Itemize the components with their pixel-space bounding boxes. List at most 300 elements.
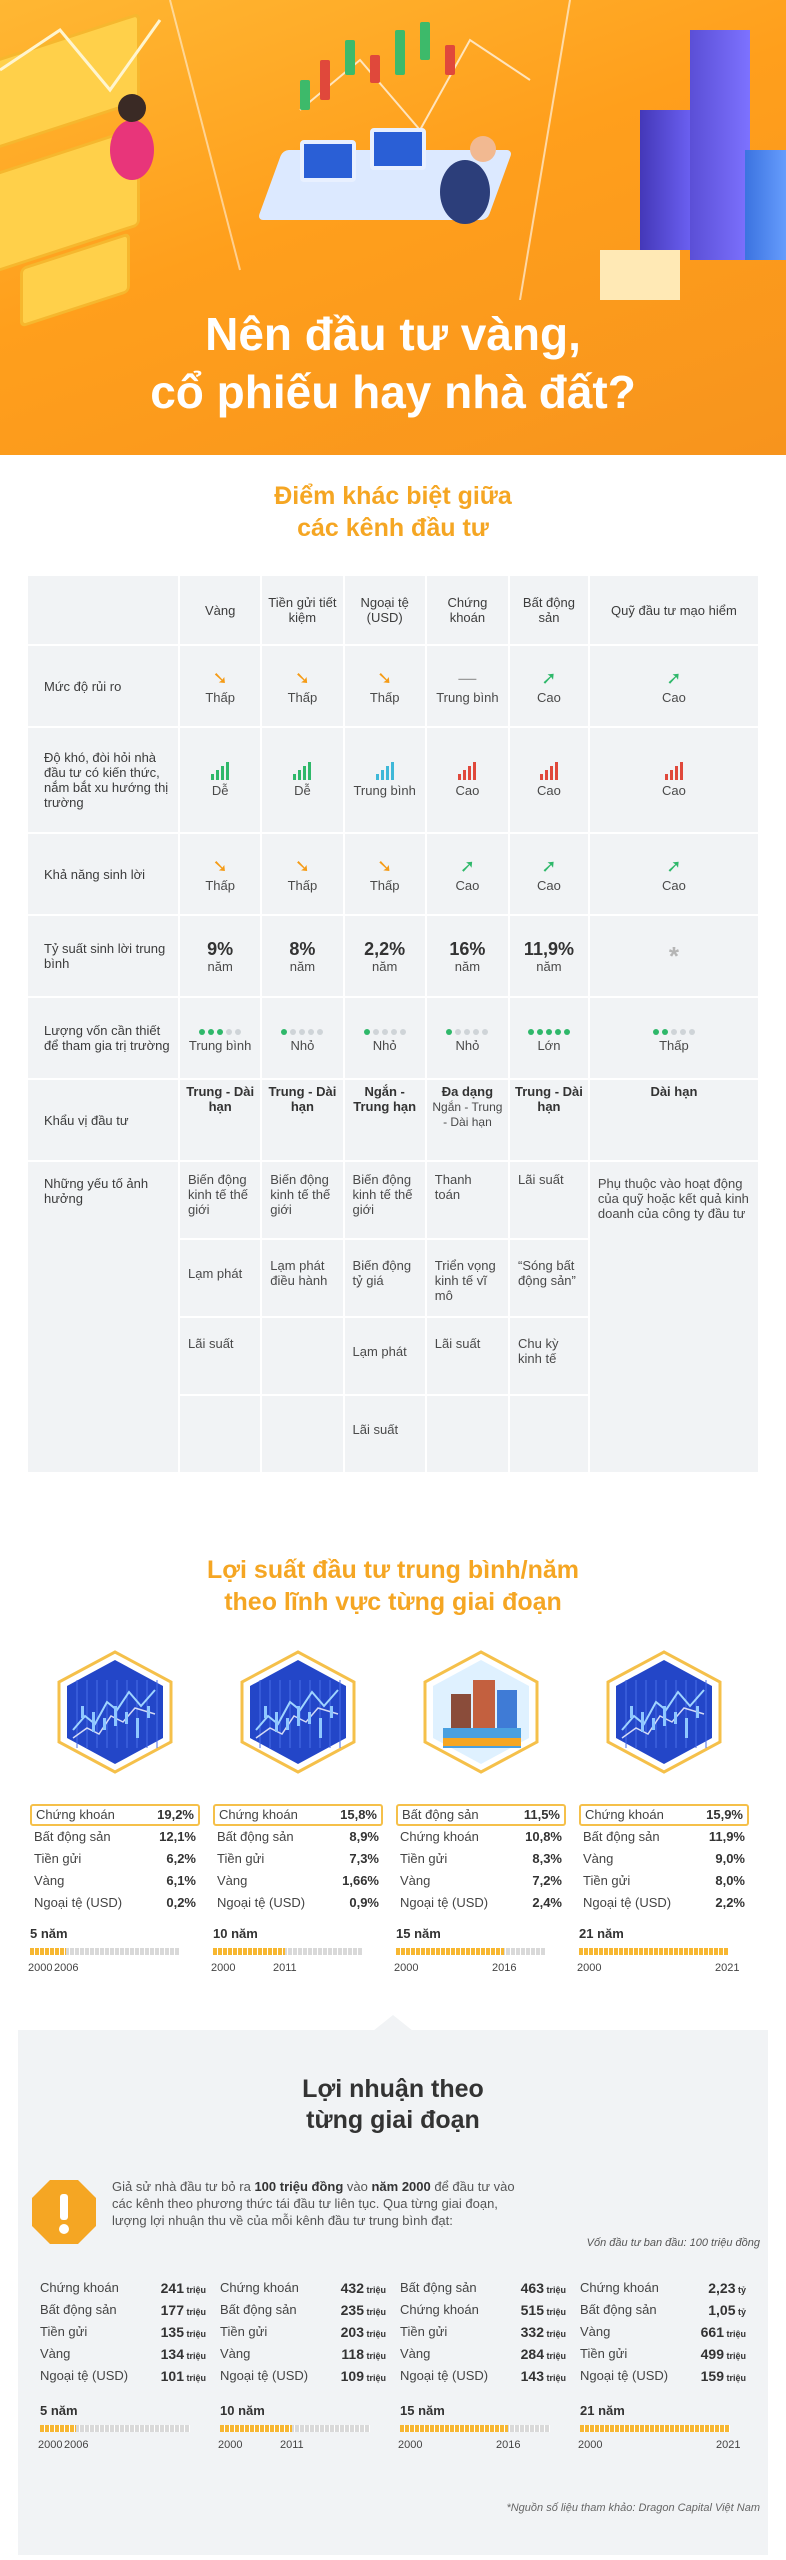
table-cell [180, 834, 260, 914]
profit-value [161, 2321, 206, 2343]
profit-label: Vàng [40, 2346, 71, 2361]
factor-empty [427, 1396, 508, 1472]
return-label: Ngoại tệ (USD) [217, 1895, 306, 1910]
return-list [396, 1804, 566, 1978]
capital-dot [400, 1029, 406, 1035]
capital-dot [662, 1029, 668, 1035]
table-cell [427, 646, 508, 726]
return-row [213, 1848, 383, 1870]
return-label: Bất động sản [34, 1829, 111, 1844]
cell-value: Dài hạn [650, 1084, 698, 1099]
factor-empty [180, 1396, 260, 1472]
profit-value [161, 2299, 206, 2321]
factor-item: Lãi suất [180, 1318, 260, 1394]
table-cell [180, 1162, 260, 1472]
profit-value [701, 2365, 746, 2387]
capital-dot [671, 1029, 677, 1035]
return-row [396, 1826, 566, 1848]
profit-unit: triệu [723, 2329, 746, 2339]
returns-title-line: Lợi suất đầu tư trung bình/năm [207, 1556, 579, 1584]
cell-value: 9% [207, 938, 234, 959]
stock-chart-hexagon-icon [604, 1650, 724, 1774]
cell-value: Thấp [287, 877, 318, 893]
cell-unit: năm [207, 958, 233, 974]
profit-unit: triệu [363, 2351, 386, 2361]
timeline-start-year: 2000 [398, 2439, 423, 2451]
cell-value: Thấp [287, 689, 318, 705]
cell-value: Dễ [294, 783, 311, 798]
table-cell [345, 834, 425, 914]
capital-dot [455, 1029, 461, 1035]
factor-empty [262, 1396, 342, 1472]
return-value: 8,9% [349, 1829, 379, 1844]
profit-label: Bất động sản [40, 2302, 117, 2317]
row-label: Lượng vốn cần thiết để tham gia trị trường [28, 998, 178, 1078]
cell-value: Lớn [537, 1038, 561, 1053]
factor-item: Phụ thuộc vào hoạt động của quỹ hoặc kết quả kinh doanh của công ty đầu tư [597, 1176, 749, 1221]
differences-title [0, 480, 786, 544]
table-row-profitability [28, 834, 758, 914]
profit-amount: 499 [700, 2346, 724, 2362]
timeline-start-year: 2000 [211, 1962, 236, 1974]
capital-dot [290, 1029, 296, 1035]
profit-row [400, 2365, 572, 2387]
profit-amount: 284 [520, 2346, 544, 2362]
timeline-start-year: 2000 [38, 2439, 63, 2451]
candlestick-illustration [345, 40, 355, 75]
table-cell [510, 1162, 588, 1472]
return-list [579, 1804, 749, 1978]
profit-unit: triệu [363, 2373, 386, 2383]
capital-dot [299, 1029, 305, 1035]
level-bars-icon [540, 762, 558, 780]
table-cell [180, 728, 260, 832]
capital-dot [564, 1029, 570, 1035]
profit-row [40, 2321, 212, 2343]
return-label: Tiền gửi [400, 1851, 448, 1866]
return-value: 6,2% [166, 1851, 196, 1866]
table-cell [345, 1080, 425, 1160]
return-value: 11,9% [708, 1829, 745, 1844]
profit-unit: triệu [543, 2329, 566, 2339]
table-cell [590, 834, 758, 914]
capital-dot [555, 1029, 561, 1035]
return-row [30, 1804, 200, 1826]
level-bars-icon [211, 762, 229, 780]
candlestick-illustration [395, 30, 405, 75]
profit-amount: 432 [340, 2280, 364, 2296]
table-header-row [28, 576, 758, 644]
profit-amount: 203 [340, 2324, 364, 2340]
table-row-difficulty [28, 728, 758, 832]
level-bars-icon [458, 762, 476, 780]
period-timeline [40, 2403, 212, 2455]
timeline-fill [213, 1948, 285, 1955]
period-span: 21 năm [580, 2403, 625, 2418]
cell-unit: năm [536, 958, 562, 974]
table-row-avg-return [28, 916, 758, 996]
profit-value [161, 2343, 206, 2365]
return-list [213, 1804, 383, 1978]
candlestick-illustration [300, 80, 310, 110]
table-row-capital [28, 998, 758, 1078]
profit-period-column [400, 2277, 572, 2455]
profit-value [521, 2321, 566, 2343]
table-cell [262, 1080, 342, 1160]
table-row-horizon [28, 1080, 758, 1160]
profit-period-column [220, 2277, 392, 2455]
return-value: 12,1% [159, 1829, 196, 1844]
arrow-down-icon: ➘ [294, 855, 310, 876]
return-label: Ngoại tệ (USD) [34, 1895, 123, 1910]
return-list [30, 1804, 200, 1978]
profit-row [580, 2299, 752, 2321]
cell-value: Cao [662, 877, 686, 893]
profit-unit: triệu [363, 2329, 386, 2339]
cell-value: 2,2% [364, 938, 406, 959]
table-cell [262, 646, 342, 726]
profit-row [400, 2277, 572, 2299]
cell-unit: năm [372, 958, 398, 974]
return-label: Vàng [583, 1851, 614, 1866]
capital-dot [226, 1029, 232, 1035]
timeline-end-year: 2021 [715, 1962, 740, 1974]
source-note: *Nguồn số liệu tham khảo: Dragon Capital Việt Nam [506, 2502, 760, 2514]
capital-dot [473, 1029, 479, 1035]
intro-amount: 100 triệu đồng [254, 2179, 344, 2194]
timeline-end-year: 2011 [273, 1962, 297, 1974]
period-timeline [579, 1926, 749, 1978]
period-timeline [580, 2403, 752, 2455]
cell-note: Ngắn - Trung - Dài hạn [432, 1100, 503, 1129]
period-span: 21 năm [579, 1926, 624, 1941]
return-label: Vàng [217, 1873, 248, 1888]
return-value: 15,8% [340, 1807, 377, 1822]
profit-amount: 463 [520, 2280, 544, 2296]
profit-amount: 235 [340, 2302, 364, 2318]
timeline-start-year: 2000 [218, 2439, 243, 2451]
cell-value: Thấp [205, 689, 235, 705]
cell-value: Cao [455, 783, 480, 798]
row-label: Độ khó, đòi hỏi nhà đầu tư có kiến thức, nắm bắt xu hướng thị trường [28, 728, 178, 832]
monitor-illustration [370, 128, 426, 170]
profit-label: Ngoại tệ (USD) [580, 2368, 669, 2383]
woman-illustration [110, 120, 154, 180]
period-timeline [400, 2403, 572, 2455]
capital-note: Vốn đầu tư ban đầu: 100 triệu đồng [586, 2237, 760, 2249]
profit-value [521, 2343, 566, 2365]
cell-unit: năm [289, 958, 316, 974]
table-cell [427, 1080, 508, 1160]
profit-unit: triệu [183, 2329, 206, 2339]
table-cell [427, 998, 508, 1078]
capital-dots [653, 1029, 695, 1035]
factor-item: Lãi suất [427, 1318, 508, 1394]
profit-label: Vàng [400, 2346, 431, 2361]
return-value: 19,2% [157, 1807, 194, 1822]
capital-dot [446, 1029, 452, 1035]
table-cell [510, 916, 588, 996]
column-header: Tiền gửi tiết kiệm [262, 576, 342, 644]
profit-title-line: từng giai đoạn [306, 2106, 480, 2134]
arrow-up-icon: ➚ [666, 667, 682, 688]
period-span: 5 năm [40, 2403, 78, 2418]
table-cell [345, 1162, 425, 1472]
return-label: Bất động sản [217, 1829, 294, 1844]
return-value: 2,4% [532, 1895, 562, 1910]
table-cell [262, 728, 342, 832]
capital-dot [537, 1029, 543, 1035]
timeline-end-year: 2016 [492, 1962, 517, 1974]
table-cell [510, 646, 588, 726]
intro-text: Giả sử nhà đầu tư bỏ ra [112, 2179, 255, 2194]
return-value: 6,1% [166, 1873, 196, 1888]
capital-dot [391, 1029, 397, 1035]
profit-unit: triệu [723, 2373, 746, 2383]
profit-value [701, 2321, 746, 2343]
table-cell [510, 998, 588, 1078]
stock-chart-hexagon-icon [238, 1650, 358, 1774]
arrow-down-icon: ➘ [377, 855, 393, 876]
period-timeline [30, 1926, 200, 1978]
return-row [579, 1870, 749, 1892]
capital-dots [446, 1029, 488, 1035]
section-notch [373, 2015, 413, 2031]
cell-value: Cao [662, 689, 686, 705]
cell-value: Nhỏ [455, 1038, 480, 1053]
profit-amount: 109 [340, 2368, 364, 2384]
period-span: 10 năm [213, 1926, 258, 1941]
period-timeline [396, 1926, 566, 1978]
profit-label: Tiền gửi [40, 2324, 88, 2339]
timeline-fill [396, 1948, 504, 1955]
table-cell [345, 646, 425, 726]
monitor-illustration [300, 140, 356, 182]
table-row-factors [28, 1162, 758, 1472]
profit-value [341, 2321, 386, 2343]
timeline-start-year: 2000 [28, 1962, 53, 1974]
return-label: Chứng khoán [219, 1807, 298, 1822]
profit-value [161, 2277, 206, 2299]
table-cell [262, 998, 342, 1078]
factor-item: Biến động kinh tế thế giới [345, 1162, 425, 1238]
hero-title [0, 305, 786, 421]
profit-unit: tỷ [735, 2285, 746, 2295]
stock-chart-hexagon-icon [55, 1650, 175, 1774]
timeline-end-year: 2006 [54, 1962, 79, 1974]
return-value: 0,2% [166, 1895, 196, 1910]
period-span: 5 năm [30, 1926, 68, 1941]
profit-amount: 134 [160, 2346, 184, 2362]
capital-dot [235, 1029, 241, 1035]
cell-value: Cao [537, 689, 561, 705]
profit-amount: 143 [520, 2368, 544, 2384]
cell-value: 8% [289, 938, 316, 959]
period-span: 15 năm [396, 1926, 441, 1941]
capital-dot [281, 1029, 287, 1035]
column-header: Ngoại tệ (USD) [345, 576, 425, 644]
table-cell [345, 998, 425, 1078]
capital-dot [546, 1029, 552, 1035]
profit-label: Tiền gửi [400, 2324, 448, 2339]
return-label: Tiền gửi [34, 1851, 82, 1866]
profit-row [220, 2321, 392, 2343]
profit-label: Bất động sản [400, 2280, 477, 2295]
return-label: Bất động sản [402, 1807, 479, 1822]
profit-amount: 159 [700, 2368, 724, 2384]
timeline-fill [30, 1948, 66, 1955]
candlestick-illustration [320, 60, 330, 100]
table-cell [590, 1162, 758, 1472]
asterisk-value: * [668, 941, 679, 971]
table-cell [590, 998, 758, 1078]
factor-item: Thanh toán [427, 1162, 508, 1238]
profit-label: Ngoại tệ (USD) [40, 2368, 129, 2383]
cell-value: Ngắn - Trung hạn [353, 1084, 417, 1114]
period-timeline [220, 2403, 392, 2455]
row-label: Khẩu vị đầu tư [28, 1080, 178, 1160]
profit-amount: 177 [160, 2302, 184, 2318]
profit-intro [112, 2178, 532, 2229]
capital-dot [317, 1029, 323, 1035]
table-cell [180, 998, 260, 1078]
skyscraper-illustration [690, 30, 750, 260]
return-row [396, 1892, 566, 1914]
profit-amount: 2,23 [708, 2280, 736, 2296]
row-label: Khả năng sinh lời [28, 834, 178, 914]
profit-label: Chứng khoán [580, 2280, 659, 2295]
profit-amount: 101 [160, 2368, 184, 2384]
column-header: Quỹ đầu tư mạo hiểm [590, 576, 758, 644]
profit-row [220, 2365, 392, 2387]
profit-unit: tỷ [735, 2307, 746, 2317]
column-header: Chứng khoán [427, 576, 508, 644]
profit-unit: triệu [723, 2351, 746, 2361]
profit-amount: 515 [520, 2302, 544, 2318]
cell-value: Trung bình [353, 783, 416, 798]
hexagon-badge [604, 1650, 724, 1774]
table-cell [590, 916, 758, 996]
factor-item: Lãi suất [345, 1396, 425, 1472]
return-value: 15,9% [706, 1807, 743, 1822]
profit-title-line: Lợi nhuận theo [302, 2075, 484, 2103]
profit-value [521, 2299, 566, 2321]
capital-dot [482, 1029, 488, 1035]
table-cell [427, 1162, 508, 1472]
cell-value: 16% [449, 938, 486, 959]
capital-dot [373, 1029, 379, 1035]
profit-amount: 118 [341, 2346, 364, 2362]
table-cell [510, 1080, 588, 1160]
capital-dot [382, 1029, 388, 1035]
return-value: 0,9% [349, 1895, 379, 1910]
dash-icon: — [458, 667, 477, 688]
cell-value: Cao [537, 783, 561, 798]
profit-label: Chứng khoán [220, 2280, 299, 2295]
return-label: Chứng khoán [400, 1829, 479, 1844]
arrow-down-icon: ➘ [294, 667, 310, 688]
factor-item: Triển vọng kinh tế vĩ mô [427, 1240, 508, 1316]
factor-item: Biến động tỷ giá [345, 1240, 425, 1316]
profit-value [341, 2277, 386, 2299]
cell-value: Trung - Dài hạn [268, 1084, 337, 1114]
profit-label: Chứng khoán [40, 2280, 119, 2295]
factor-item: Lạm phát [345, 1318, 425, 1394]
profit-value [341, 2343, 386, 2365]
profit-row [580, 2277, 752, 2299]
woman-head-illustration [118, 94, 146, 122]
profit-row [220, 2343, 392, 2365]
table-cell [590, 1080, 758, 1160]
hexagon-badge [55, 1650, 175, 1774]
hero-title-line: cổ phiếu hay nhà đất? [150, 366, 636, 418]
profit-value [521, 2365, 566, 2387]
return-value: 7,2% [532, 1873, 562, 1888]
table-cell [262, 834, 342, 914]
period-timeline [213, 1926, 383, 1978]
table-cell [345, 916, 425, 996]
profit-period-column [40, 2277, 212, 2455]
capital-dots [528, 1029, 570, 1035]
profit-amount: 1,05 [708, 2302, 736, 2318]
row-label: Tỷ suất sinh lời trung bình [28, 916, 178, 996]
returns-periods [30, 1650, 760, 2010]
capital-dot [680, 1029, 686, 1035]
timeline-fill [580, 2425, 730, 2432]
cell-value: Cao [537, 877, 561, 893]
skyscraper-illustration [640, 110, 690, 250]
arrow-up-icon: ➚ [459, 855, 475, 876]
hexagon-badge [421, 1650, 541, 1774]
cell-value: Thấp [369, 877, 400, 893]
cell-value: Thấp [659, 1038, 689, 1053]
return-row [30, 1892, 200, 1914]
returns-title-line: theo lĩnh vực từng giai đoạn [224, 1588, 562, 1616]
timeline-end-year: 2011 [280, 2439, 304, 2451]
capital-dots [199, 1029, 241, 1035]
factor-empty [510, 1396, 588, 1472]
comparison-table [26, 574, 760, 1474]
hero-title-line: Nên đầu tư vàng, [205, 308, 581, 360]
timeline-fill [220, 2425, 292, 2432]
candlestick-illustration [445, 45, 455, 75]
profit-title [0, 2074, 786, 2136]
warning-icon [30, 2178, 98, 2246]
factor-item: Biến động kinh tế thế giới [180, 1162, 260, 1238]
period-span: 10 năm [220, 2403, 265, 2418]
profit-label: Ngoại tệ (USD) [220, 2368, 309, 2383]
table-cell [427, 916, 508, 996]
timeline-end-year: 2016 [496, 2439, 521, 2451]
capital-dots [281, 1029, 323, 1035]
man-illustration [440, 160, 490, 224]
arrow-down-icon: ➘ [212, 667, 228, 688]
table-cell [180, 1080, 260, 1160]
capital-dot [689, 1029, 695, 1035]
profit-label: Chứng khoán [400, 2302, 479, 2317]
factor-item: Lạm phát [180, 1240, 260, 1316]
profit-unit: triệu [183, 2285, 206, 2295]
return-value: 8,0% [715, 1873, 745, 1888]
candlestick-illustration [370, 55, 380, 83]
timeline-fill [400, 2425, 508, 2432]
factor-empty [262, 1318, 342, 1394]
return-value: 11,5% [523, 1807, 560, 1822]
cell-value: Trung - Dài hạn [186, 1084, 255, 1114]
capital-dot [364, 1029, 370, 1035]
return-row [30, 1826, 200, 1848]
profit-unit: triệu [183, 2351, 206, 2361]
